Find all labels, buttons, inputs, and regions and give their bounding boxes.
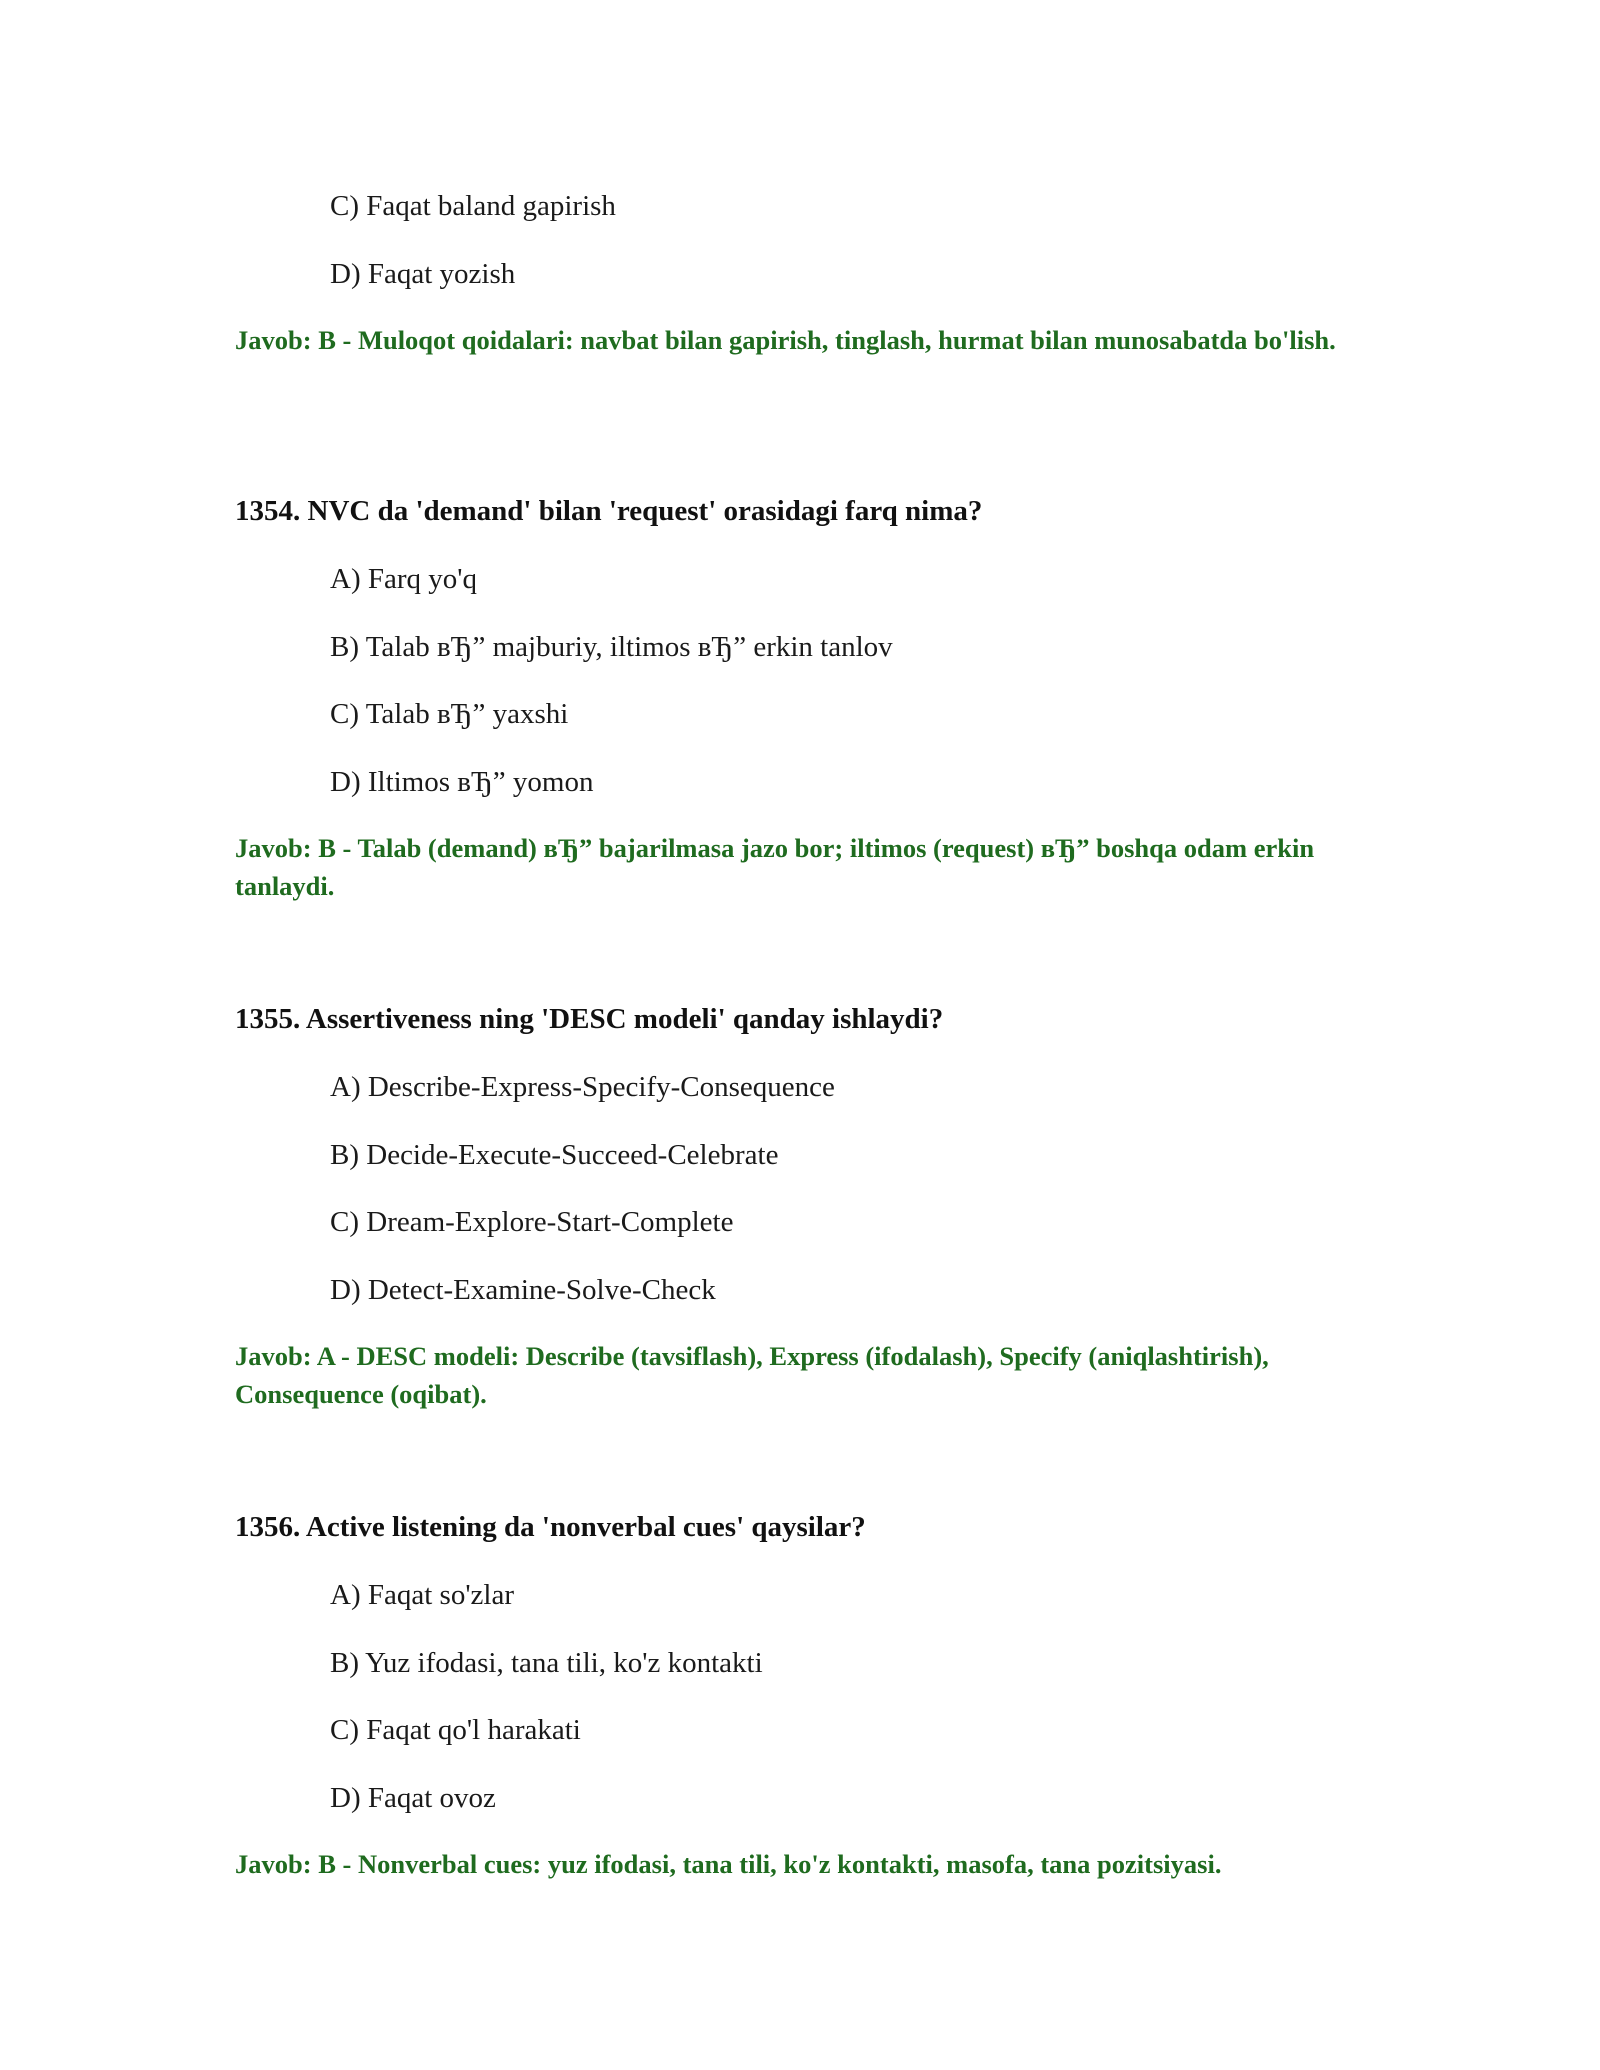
option-a: A) Farq yo'q — [330, 563, 477, 595]
option-d: D) Detect-Examine-Solve-Check — [330, 1274, 716, 1306]
option-d: D) Faqat yozish — [330, 258, 516, 290]
option-a: A) Faqat so'zlar — [330, 1579, 514, 1611]
question-title: 1355. Assertiveness ning 'DESC modeli' qanday ishlaydi? — [235, 1003, 944, 1035]
option-b: B) Talab вЂ” majburiy, iltimos вЂ” erkin tanlov — [330, 631, 893, 663]
option-c: C) Talab вЂ” yaxshi — [330, 698, 569, 730]
question-title: 1354. NVC da 'demand' bilan 'request' orasidagi farq nima? — [235, 495, 983, 527]
option-a: A) Describe-Express-Specify-Consequence — [330, 1071, 835, 1103]
option-c: C) Faqat qo'l harakati — [330, 1714, 581, 1746]
option-d: D) Iltimos вЂ” yomon — [330, 766, 594, 798]
option-c: C) Dream-Explore-Start-Complete — [330, 1206, 734, 1238]
answer-text: Javob: B - Nonverbal cues: yuz ifodasi, tana tili, ko'z kontakti, masofa, tana pozitsiyasi. — [235, 1849, 1222, 1879]
question-title: 1356. Active listening da 'nonverbal cues' qaysilar? — [235, 1511, 866, 1543]
option-c: C) Faqat baland gapirish — [330, 190, 616, 222]
answer-text: Javob: B - Talab (demand) вЂ” bajarilmasa jazo bor; iltimos (request) вЂ” boshqa odam erkin tanlaydi. — [235, 833, 1315, 901]
option-d: D) Faqat ovoz — [330, 1782, 496, 1814]
option-b: B) Yuz ifodasi, tana tili, ko'z kontakti — [330, 1647, 763, 1679]
option-b: B) Decide-Execute-Succeed-Celebrate — [330, 1139, 779, 1171]
answer-text: Javob: A - DESC modeli: Describe (tavsiflash), Express (ifodalash), Specify (aniqlashtirish), Consequence (oqibat). — [235, 1341, 1269, 1409]
answer-text: Javob: B - Muloqot qoidalari: navbat bilan gapirish, tinglash, hurmat bilan munosabatda bo'lish. — [235, 325, 1336, 355]
